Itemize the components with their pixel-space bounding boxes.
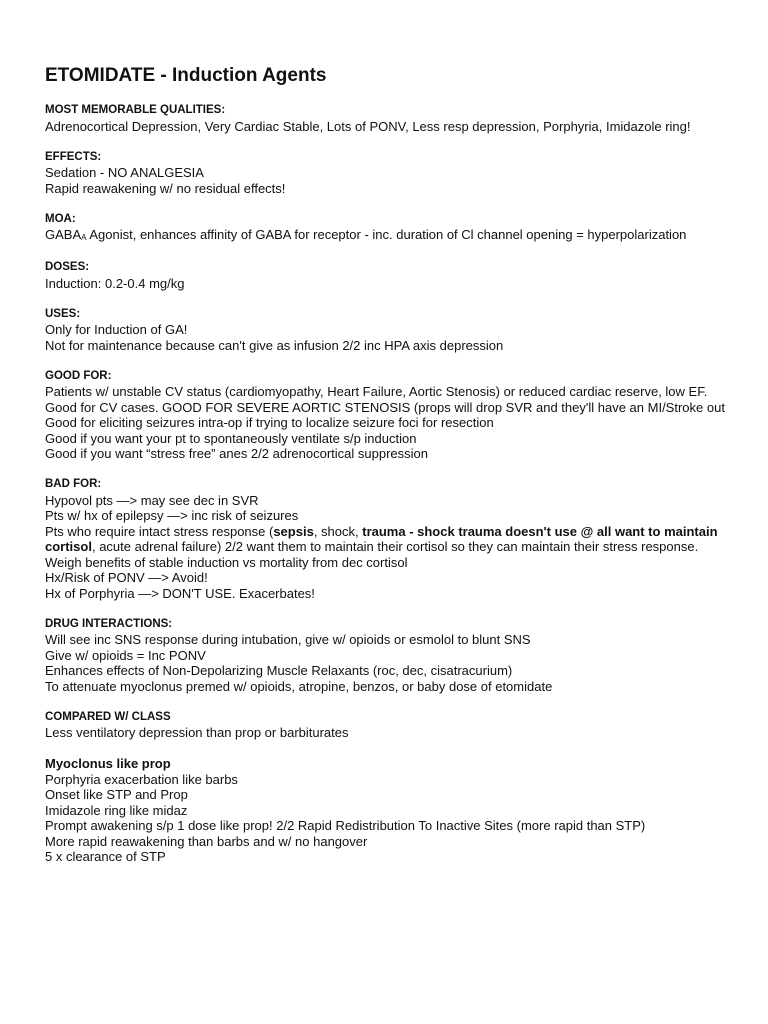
section-heading: DRUG INTERACTIONS: [45, 617, 173, 630]
section-myoclonus [45, 756, 735, 865]
text-line: Will see inc SNS response during intubation, give w/ opioids or esmolol to blunt SNS [45, 632, 531, 647]
gaba-prefix: GABA [45, 227, 82, 242]
text-line: Give w/ opioids = Inc PONV [45, 647, 206, 663]
section-bad-for [45, 477, 735, 601]
text-line: Onset like STP and Prop [45, 787, 188, 802]
section-heading: GOOD FOR: [45, 369, 112, 382]
section-compared [45, 710, 735, 741]
section-heading: DOSES: [45, 261, 90, 273]
text-line: Good for eliciting seizures intra-op if trying to localize seizure foci for resection [45, 415, 494, 430]
document-page [45, 64, 735, 880]
text-line: Induction: 0.2-0.4 mg/kg [45, 275, 185, 291]
text-line: More rapid reawakening than barbs and w/ no hangover [45, 833, 368, 849]
section-heading: MOA: [45, 212, 76, 225]
text-line: Sedation - NO ANALGESIA [45, 165, 204, 180]
text-line: Rapid reawakening w/ no residual effects! [45, 180, 286, 196]
section-drug-interactions [45, 617, 735, 695]
gaba-subscript: A [81, 233, 87, 242]
text-span: , acute adrenal failure) 2/2 want them to maintain their cortisol so they can maintain their stress response. Weigh benefits of stable induction vs mortality from dec cortisol [45, 539, 699, 570]
text-line: Hx of Porphyria —> DON'T USE. Exacerbates! [45, 585, 315, 601]
bold-span: trauma - shock trauma doesn't use @ all want to maintain cortisol [45, 523, 718, 554]
text-line: Not for maintenance because can't give as infusion 2/2 inc HPA axis depression [45, 337, 504, 353]
section-heading: MOST MEMORABLE QUALITIES: [45, 104, 226, 116]
section-heading: BAD FOR: [45, 478, 102, 490]
section-doses [45, 260, 735, 291]
gaba-rest: Agonist, enhances affinity of GABA for receptor - inc. duration of Cl channel opening = hyperpolarization [86, 227, 687, 242]
section-moa [45, 212, 735, 245]
section-uses [45, 307, 735, 354]
text-line: Patients w/ unstable CV status (cardiomyopathy, Heart Failure, Aortic Stenosis) or reduced cardiac reserve, low EF. Good for CV cases. GOOD FOR SEVERE AORTIC STENOSIS (props will drop SVR and they'll have an MI/Stroke out [45, 384, 725, 415]
section-good-for [45, 369, 735, 462]
document-title: ETOMIDATE - Induction Agents [45, 65, 327, 86]
text-line: Enhances effects of Non-Depolarizing Muscle Relaxants (roc, dec, cisatracurium) [45, 663, 513, 678]
text-line [45, 227, 735, 245]
section-heading: COMPARED W/ CLASS [45, 710, 171, 723]
section-heading: EFFECTS: [45, 150, 102, 163]
text-line: Imidazole ring like midaz [45, 802, 188, 818]
text-line: Good if you want your pt to spontaneously ventilate s/p induction [45, 430, 417, 446]
text-line: Porphyria exacerbation like barbs [45, 771, 238, 787]
text-line: Adrenocortical Depression, Very Cardiac Stable, Lots of PONV, Less resp depression, Porphyria, Imidazole ring! [45, 118, 691, 134]
text-line: Only for Induction of GA! [45, 322, 188, 337]
text-line: Hx/Risk of PONV —> Avoid! [45, 570, 208, 585]
section-heading: Myoclonus like prop [45, 756, 171, 771]
section-qualities [45, 103, 735, 134]
text-span: , shock, [313, 523, 363, 539]
section-effects [45, 150, 735, 197]
text-line [45, 524, 735, 571]
text-span: Pts who require intact stress response ( [45, 523, 274, 539]
text-line: Hypovol pts —> may see dec in SVR [45, 492, 259, 508]
text-line: 5 x clearance of STP [45, 849, 166, 864]
text-line: Good if you want “stress free” anes 2/2 adrenocortical suppression [45, 446, 428, 461]
text-line: Prompt awakening s/p 1 dose like prop! 2/2 Rapid Redistribution To Inactive Sites (more rapid than STP) [45, 818, 646, 833]
bold-span: sepsis [273, 523, 314, 539]
text-line: Pts w/ hx of epilepsy —> inc risk of seizures [45, 508, 299, 523]
section-heading: USES: [45, 307, 81, 320]
text-line: To attenuate myoclonus premed w/ opioids, atropine, benzos, or baby dose of etomidate [45, 678, 553, 694]
text-line: Less ventilatory depression than prop or barbiturates [45, 725, 349, 740]
